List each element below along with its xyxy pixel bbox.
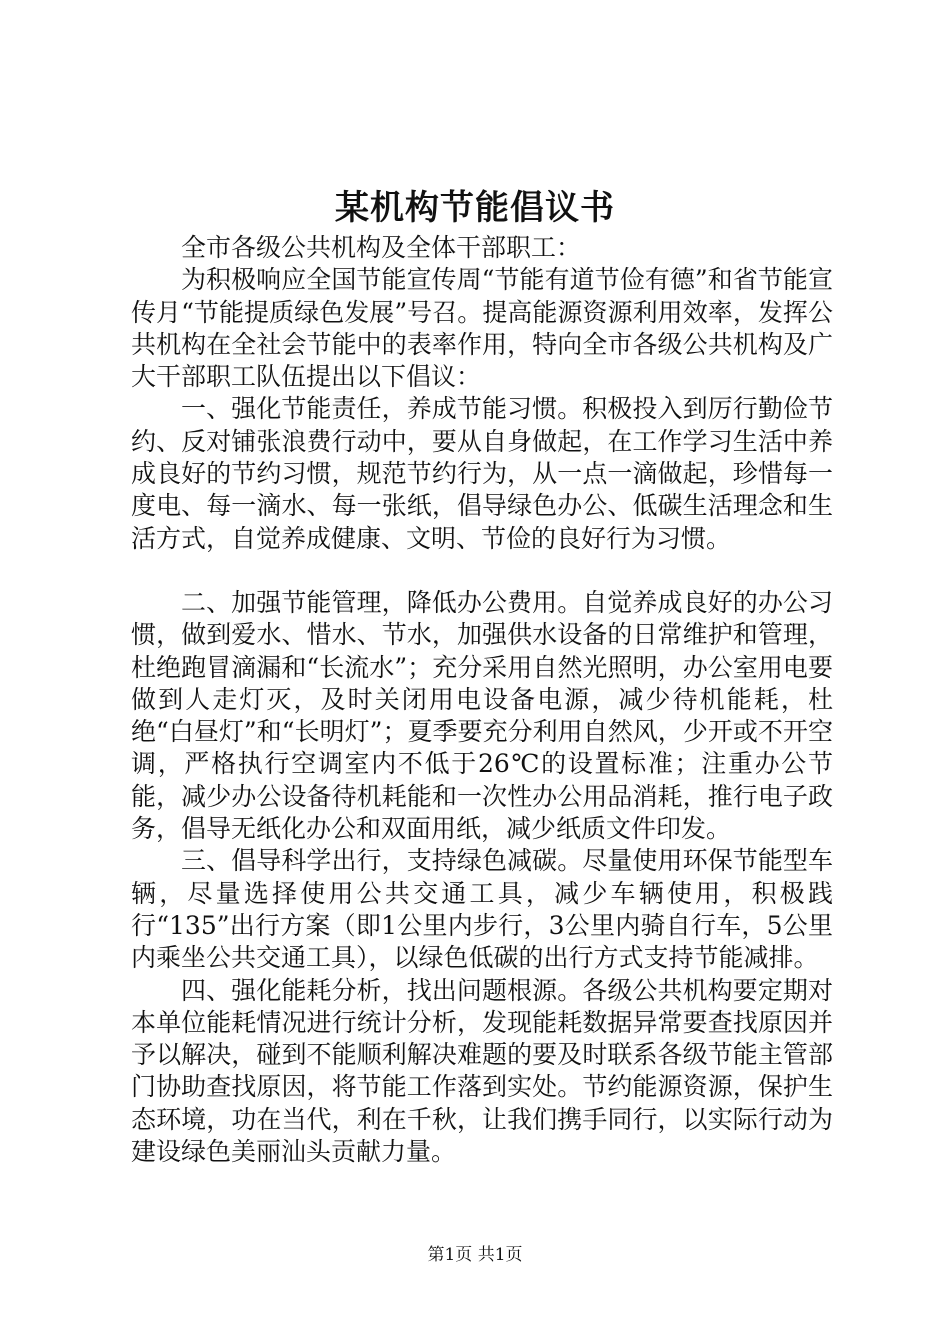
paragraph-item-1: 一、强化节能责任，养成节能习惯。积极投入到厉行勤俭节约、反对铺张浪费行动中，要从自身做起，在工作学习生活中养成良好的节约习惯，规范节约行为，从一点一滴做起，珍惜每一度电、每一滴水、每一张纸，倡导绿色办公、低碳生活理念和生活方式，自觉养成健康、文明、节俭的良好行为习惯。 bbox=[131, 394, 833, 553]
paragraph-intro: 为积极响应全国节能宣传周“节能有道节俭有德”和省节能宣传月“节能提质绿色发展”号召。提高能源资源利用效率，发挥公共机构在全社会节能中的表率作用，特向全市各级公共机构及广大干部职工队伍提出以下倡议： bbox=[131, 265, 833, 392]
document-title: 某机构节能倡议书 bbox=[335, 188, 615, 228]
paragraph-item-3: 三、倡导科学出行，支持绿色减碳。尽量使用环保节能型车辆，尽量选择使用公共交通工具，减少车辆使用，积极践行“135”出行方案（即1公里内步行，3公里内骑自行车，5公里内乘坐公共交通工具），以绿色低碳的出行方式支持节能减排。 bbox=[131, 846, 833, 973]
salutation: 全市各级公共机构及全体干部职工： bbox=[181, 233, 582, 262]
paragraph-item-4: 四、强化能耗分析，找出问题根源。各级公共机构要定期对本单位能耗情况进行统计分析，发现能耗数据异常要查找原因并予以解决，碰到不能顺利解决难题的要及时联系各级节能主管部门协助查找原因，将节能工作落到实处。节约能源资源，保护生态环境，功在当代，利在千秋，让我们携手同行，以实际行动为建设绿色美丽汕头贡献力量。 bbox=[131, 975, 833, 1167]
document-body bbox=[131, 232, 833, 1168]
page-number-footer: 第1页 共1页 bbox=[427, 1245, 523, 1265]
paragraph-item-2: 二、加强节能管理，降低办公费用。自觉养成良好的办公习惯，做到爱水、惜水、节水，加强供水设备的日常维护和管理，杜绝跑冒滴漏和“长流水”；充分采用自然光照明，办公室用电要做到人走灯灭，及时关闭用电设备电源，减少待机能耗，杜绝“白昼灯”和“长明灯”；夏季要充分利用自然风，少开或不开空调，严格执行空调室内不低于26℃的设置标准；注重办公节能，减少办公设备待机耗能和一次性办公用品消耗，推行电子政务，倡导无纸化办公和双面用纸，减少纸质文件印发。 bbox=[131, 587, 833, 844]
